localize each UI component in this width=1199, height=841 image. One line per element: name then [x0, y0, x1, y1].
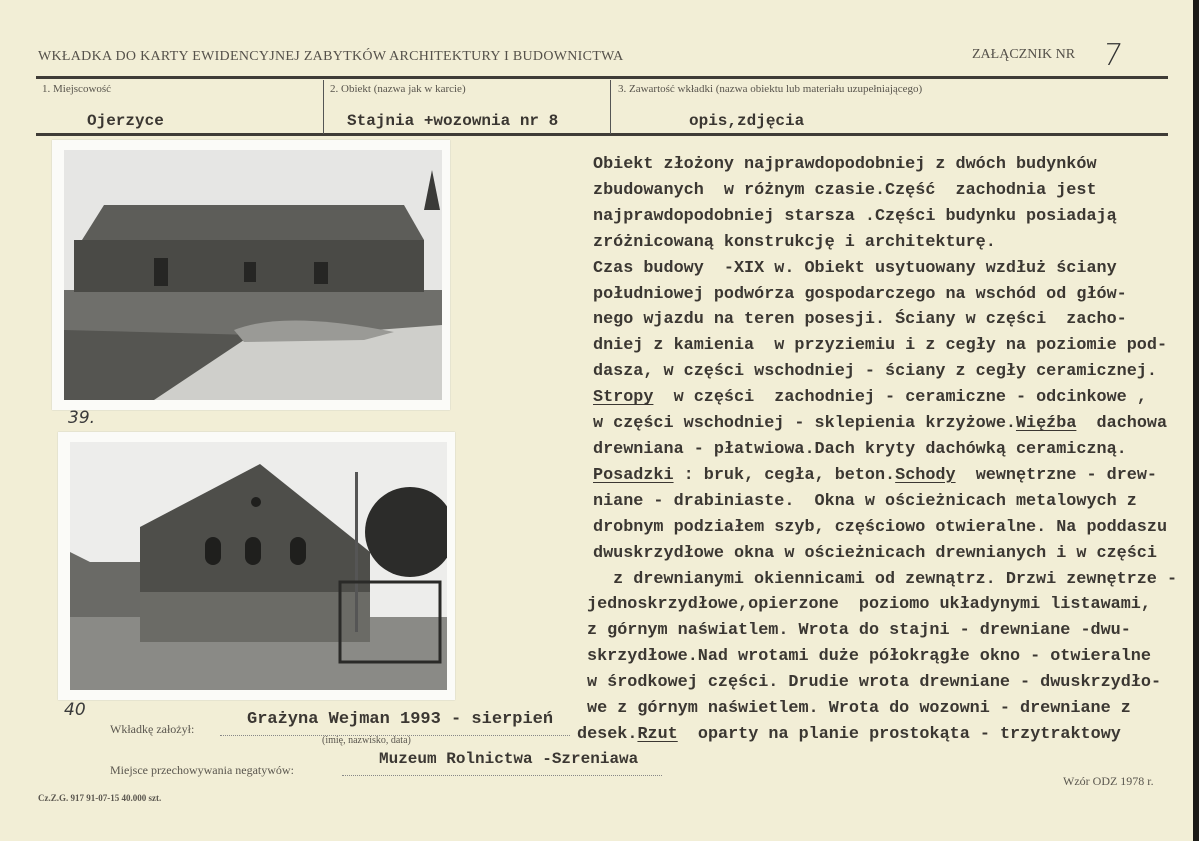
description-segment: : bruk, cegła, beton.	[673, 465, 896, 485]
negatives-label: Miejsce przechowywania negatywów:	[110, 763, 294, 777]
description-line	[593, 541, 1177, 567]
description-line	[593, 437, 1177, 463]
description-line	[577, 722, 1177, 748]
description-line	[593, 489, 1177, 515]
description-segment: zróżnicowaną konstrukcję i architekturę.	[593, 232, 996, 252]
underlined-heading: Schody	[895, 465, 956, 485]
description-line	[587, 670, 1177, 696]
description-segment: jednoskrzydłowe,opierzone poziomo układynymi listawami,	[587, 595, 1151, 615]
description-segment: zbudowanych w różnym czasie.Część zachodnia jest	[593, 180, 1097, 200]
author-value: Grażyna Wejman 1993 - sierpień	[247, 710, 554, 729]
description-line	[593, 333, 1177, 359]
description-segment: dwuskrzydłowe okna w ościeżnicach drewnianych i w części	[593, 543, 1157, 563]
print-info: Cz.Z.G. 917 91-07-15 40.000 szt.	[38, 793, 162, 803]
field-value-object: Stajnia +wozownia nr 8	[347, 112, 559, 130]
field-divider	[610, 80, 611, 134]
description-segment: dachowa	[1076, 414, 1168, 434]
description-segment: wewnętrzne - drew-	[955, 465, 1157, 485]
author-label: Wkładkę założył:	[110, 722, 195, 736]
description-segment: niane - drabiniaste. Okna w ościeżnicach metalowych z	[593, 491, 1137, 511]
description-line	[593, 385, 1177, 411]
description-segment: Czas budowy -XIX w. Obiekt usytuowany wzdłuż ściany	[593, 258, 1117, 278]
field-label-object: 2. Obiekt (nazwa jak w karcie)	[330, 83, 466, 95]
description-line	[593, 204, 1177, 230]
scan-edge	[1193, 0, 1199, 841]
description-line	[593, 230, 1177, 256]
underlined-heading: Więźba	[1015, 414, 1077, 434]
description-line	[587, 592, 1177, 618]
description-line	[593, 411, 1177, 437]
description-segment: dniej z kamienia w przyziemiu i z cegły na poziomie pod-	[593, 336, 1168, 356]
description-segment: nego wjazdu na teren posesji. Ściany w części zacho-	[593, 310, 1127, 330]
description-line	[593, 359, 1177, 385]
description-segment: drobnym podziałem szyb, częściowo otwieralne. Na poddaszu	[593, 517, 1168, 537]
underlined-heading: Posadzki	[593, 465, 674, 485]
field-value-locality: Ojerzyce	[87, 112, 164, 130]
description-segment: skrzydłowe.Nad wrotami duże półokrągłe okno - otwieralne	[587, 647, 1151, 667]
description-segment: desek.	[577, 724, 638, 744]
description-segment: dasza, w części wschodniej - ściany z cegły ceramicznej.	[593, 362, 1157, 382]
description-line	[587, 618, 1177, 644]
photo-number-40: 40	[64, 700, 86, 720]
description-line	[593, 515, 1177, 541]
description-segment: południowej podwórza gospodarczego na wschód od głów-	[593, 284, 1127, 304]
photo-stable-front	[52, 140, 450, 410]
description-segment: w środkowej części. Drudie wrota drewniane - dwuskrzydło-	[587, 673, 1162, 693]
description-line	[593, 463, 1177, 489]
description-line	[593, 307, 1177, 333]
underlined-heading: Rzut	[637, 724, 678, 744]
description-segment: najprawdopodobniej starsza .Części budynku posiadają	[593, 206, 1117, 226]
description-line	[593, 178, 1177, 204]
field-divider	[323, 80, 324, 134]
form-title: WKŁADKA DO KARTY EWIDENCYJNEJ ZABYTKÓW ARCHITEKTURY I BUDOWNICTWA	[38, 49, 624, 64]
description-segment: drewniana - płatwiowa.Dach kryty dachówką ceramiczną.	[593, 439, 1127, 459]
description-line	[603, 567, 1177, 593]
header-rule-top	[36, 76, 1168, 79]
field-value-content: opis,zdjęcia	[689, 112, 805, 130]
header-rule-bottom	[36, 133, 1168, 136]
template-info: Wzór ODZ 1978 r.	[1063, 774, 1154, 788]
underlined-heading: Stropy	[593, 388, 654, 408]
description-segment: w części zachodniej - ceramiczne - odcinkowe ,	[653, 388, 1147, 408]
description-segment: Obiekt złożony najprawdopodobniej z dwóch budynków	[593, 155, 1097, 174]
author-hint: (imię, nazwisko, data)	[322, 735, 411, 746]
negatives-dotted-line	[342, 774, 662, 776]
description-text	[577, 152, 1178, 748]
negatives-value: Muzeum Rolnictwa -Szreniawa	[379, 750, 639, 768]
field-label-locality: 1. Miejscowość	[42, 83, 112, 95]
description-line	[587, 644, 1177, 670]
description-line	[593, 282, 1177, 308]
field-label-content: 3. Zawartość wkładki (nazwa obiektu lub materiału uzupełniającego)	[618, 83, 923, 95]
description-line	[587, 696, 1177, 722]
description-line	[593, 152, 1177, 178]
description-segment: z drewnianymi okiennicami od zewnątrz. Drzwi zewnętrze -	[603, 569, 1178, 589]
photo-stable-gable	[58, 432, 455, 700]
attachment-label: ZAŁĄCZNIK NR	[972, 47, 1076, 62]
description-segment: oparty na planie prostokąta - trzytraktowy	[677, 724, 1121, 744]
photo-number-39: 39.	[68, 408, 96, 428]
description-segment: w części wschodniej - sklepienia krzyżowe.	[593, 414, 1016, 434]
attachment-number: 7	[1100, 38, 1125, 73]
description-segment: z górnym naświatlem. Wrota do stajni - drewniane -dwu-	[587, 621, 1131, 641]
description-segment: we z górnym naświetlem. Wrota do wozowni - drewniane z	[587, 699, 1131, 719]
description-line	[593, 256, 1177, 282]
